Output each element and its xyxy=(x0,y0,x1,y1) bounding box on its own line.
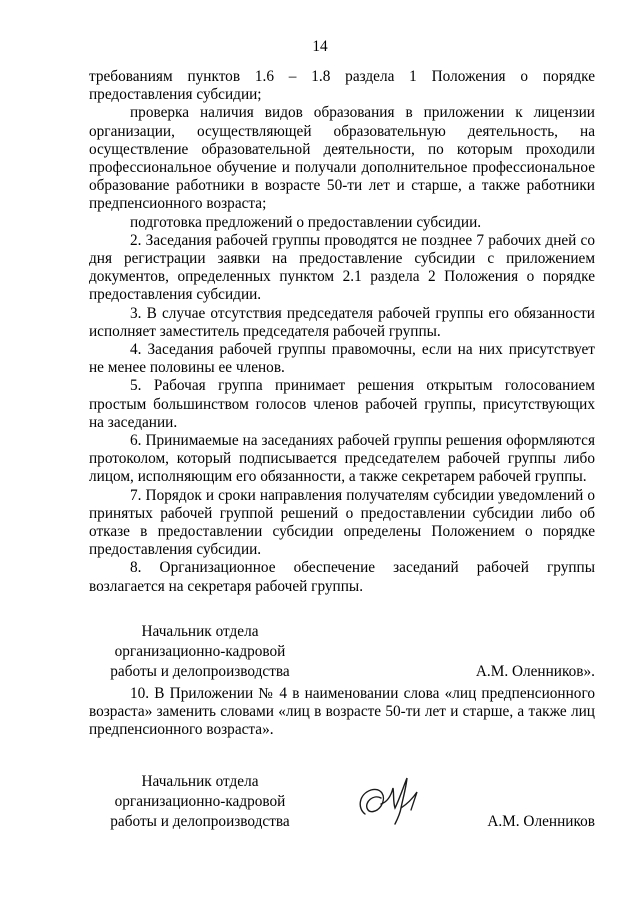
signature-block xyxy=(89,772,595,832)
paragraph: требованиям пунктов 1.6 – 1.8 раздела 1 Положения о порядке предоставления субсидии; xyxy=(89,68,595,104)
signatory-title-line: Начальник отдела xyxy=(141,623,259,640)
paragraph: 3. В случае отсутствия председателя рабочей группы его обязанности исполняет заместитель председателя рабочей группы. xyxy=(89,304,595,340)
signatory-title-line: организационно-кадровой xyxy=(114,643,286,660)
paragraph: 4. Заседания рабочей группы правомочны, если на них присутствует не менее половины ее членов. xyxy=(89,341,595,377)
handwritten-signature-icon xyxy=(351,768,431,828)
body-text xyxy=(89,68,595,596)
signature-block xyxy=(89,622,595,682)
page-number: 14 xyxy=(312,38,328,55)
signatory-title xyxy=(89,772,311,832)
paragraph: 7. Порядок и сроки направления получателям субсидии уведомлений о принятых рабочей группой решений о предоставлении субсидии либо об отказе в предоставлении субсидии определены Положением о порядке предоставления субсидии. xyxy=(89,486,595,559)
signatory-name: А.М. Оленников xyxy=(487,813,595,830)
paragraph: проверка наличия видов образования в приложении к лицензии организации, осуществляющей образовательную деятельность, на осуществление образовательной деятельности, по которым проходили профессиональное обучение и получали дополнительное профессиональное образование работники в возрасте 50-ти лет и старше, а также работники предпенсионного возраста; xyxy=(89,104,595,213)
paragraph: 5. Рабочая группа принимает решения открытым голосованием простым большинством голосов членов рабочей группы, присутствующих на заседании. xyxy=(89,377,595,431)
signatory-title xyxy=(89,622,311,682)
paragraph: 6. Принимаемые на заседаниях рабочей группы решения оформляются протоколом, который подписывается председателем рабочей группы либо лицом, исполняющим его обязанности, а также секретарем рабочей группы. xyxy=(89,432,595,486)
paragraph: 2. Заседания рабочей группы проводятся не позднее 7 рабочих дней со дня регистрации заявки на предоставление субсидии с приложением документов, определенных пунктом 2.1 раздела 2 Положения о порядке предоставления субсидии. xyxy=(89,231,595,304)
paragraph: 8. Организационное обеспечение заседаний рабочей группы возлагается на секретаря рабочей группы. xyxy=(89,559,595,595)
signatory-name: А.М. Оленников». xyxy=(475,663,595,680)
signatory-title-line: организационно-кадровой xyxy=(114,793,286,810)
signatory-title-line: работы и делопроизводства xyxy=(110,663,290,680)
signatory-title-line: работы и делопроизводства xyxy=(110,813,290,830)
paragraph: 10. В Приложении № 4 в наименовании слова «лиц предпенсионного возраста» заменить словами «лиц в возрасте 50-ти лет и старше, а также лиц предпенсионного возраста». xyxy=(89,685,595,739)
paragraph: подготовка предложений о предоставлении субсидии. xyxy=(130,213,482,231)
amendment-item xyxy=(89,685,595,740)
signatory-title-line: Начальник отдела xyxy=(141,773,259,790)
